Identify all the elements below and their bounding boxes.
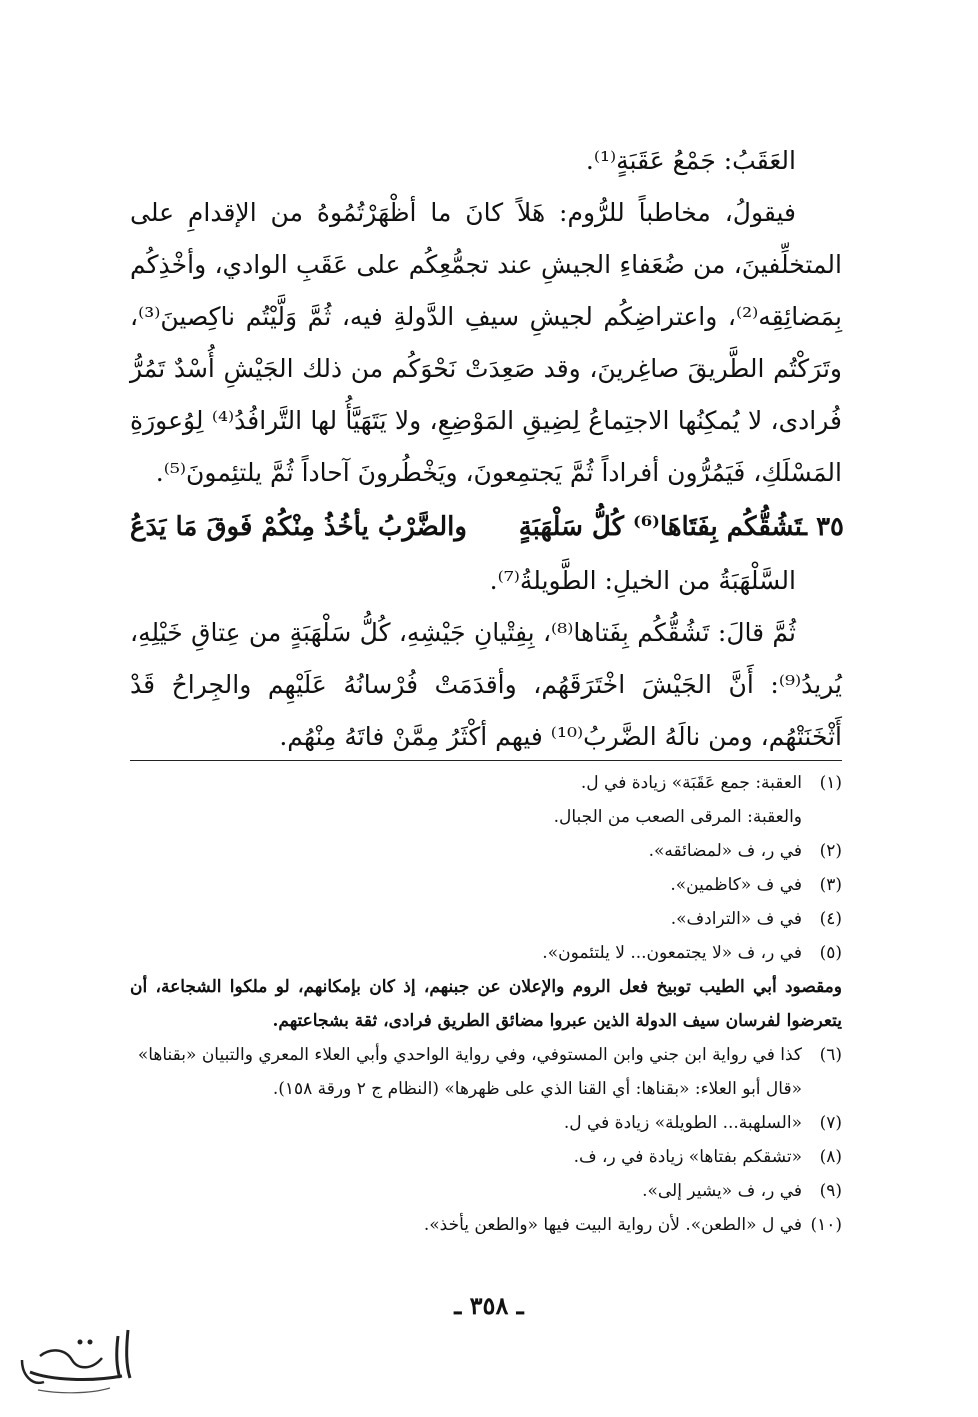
verse-line bbox=[130, 499, 842, 555]
footnote-text: في ر، ف «لمضائقه». bbox=[648, 841, 802, 861]
footnote-item bbox=[130, 1174, 842, 1208]
footnote-text: «السلهبة... الطويلة» زيادة في ل. bbox=[563, 1113, 802, 1133]
footnote-number: (٧) bbox=[819, 1113, 842, 1133]
footnote-number: (٨) bbox=[819, 1147, 842, 1167]
footnote-text: العقبة: جمع عَقَبَة» زيادة في ل. bbox=[580, 773, 802, 793]
footnote-number: (٥) bbox=[819, 943, 842, 963]
footnote-item bbox=[130, 868, 842, 902]
calligraphy-logo bbox=[10, 1320, 140, 1400]
footnote-separator bbox=[130, 760, 842, 761]
commentary-paragraph-2: ثُمَّ قالَ: تَشُقُّكُم بِفَتاها⁽⁸⁾، بِفِتْيانِ جَيْشِهِ، كُلُّ سَلْهَبَةٍ من عِتاقِ خَيْلِهِ، يُريدُ⁽⁹⁾: أَنَّ الجَيْشَ اخْتَرَقَهُم، وأقدَمَتْ فُرْسانُهُ عَلَيْهِم والجِراحُ قَدْ أَثْخَنَتْهُم، ومن نالَهُ الضَّربُ⁽¹⁰⁾ فيهم أكْثَرُ مِمَّنْ فاتَهُ مِنْهُم. bbox=[130, 618, 842, 751]
footnote-text: كذا في رواية ابن جني وابن المستوفي، وفي رواية الواحدي وأبي العلاء المعري والتبيان «بقناها» «قال أبو العلاء: «بقناها: أي القنا الذي على ظهرها» (النظام ج ٢ ورقة ١٥٨). bbox=[137, 1045, 802, 1099]
footnote-text: في ف «كاظمين». bbox=[670, 875, 802, 895]
verse-number: ٣٥ ـ bbox=[799, 512, 844, 542]
footnote-item bbox=[130, 1140, 842, 1174]
footnote-number: (١) bbox=[819, 773, 842, 793]
verse-first-hemistich: تَشُقُّكُم بِفَتَاهَا⁽⁶⁾ كُلُّ سَلْهَبَةٍ bbox=[518, 512, 802, 542]
logo-icon bbox=[10, 1320, 140, 1400]
page-number: ـ ٣٥٨ ـ bbox=[454, 1291, 524, 1320]
footnote-continuation: ومقصود أبي الطيب توبيخ فعل الروم والإعلان عن جبنهم، إذ كان بإمكانهم، لو ملكوا الشجاعة، أن يتعرضوا لفرسان سيف الدولة الذين عبروا مضائق الطريق فرادى، ثقة بشجاعتهم. bbox=[130, 977, 842, 1031]
footnote-number: (٦) bbox=[819, 1045, 842, 1065]
footnotes bbox=[130, 766, 842, 1242]
footnote-number: (٩) bbox=[819, 1181, 842, 1201]
footnote-item bbox=[130, 834, 842, 868]
footnote-continuation: والعقبة: المرقى الصعب من الجبال. bbox=[553, 807, 802, 827]
footnote-item bbox=[130, 1038, 842, 1106]
verse-second-hemistich: والضَّرْبُ يأخُذُ مِنْكُمْ فَوقَ مَا يَدَعُ bbox=[130, 512, 467, 542]
footnote-item bbox=[130, 1106, 842, 1140]
footnote-item bbox=[130, 936, 842, 970]
gloss-line-2: السَّلْهَبَةُ من الخيلِ: الطَّويلةُ⁽⁷⁾. bbox=[489, 566, 796, 595]
footnote-number: (٢) bbox=[819, 841, 842, 861]
footnote-text: في ر، ف «يشير إلى». bbox=[642, 1181, 802, 1201]
footnote-number: (٣) bbox=[819, 875, 842, 895]
footnote-text: في ل «الطعن». لأن رواية البيت فيها «والطعن يأخذ». bbox=[423, 1215, 802, 1235]
gloss-line: العَقَبُ: جَمْعُ عَقَبَةٍ⁽¹⁾. bbox=[585, 146, 796, 175]
footnote-text: في ر، ف «لا يجتمعون... لا يلتئمون». bbox=[542, 943, 802, 963]
footnote-text: «تشقكم بفتاها» زيادة في ر، ف. bbox=[573, 1147, 802, 1167]
footnote-item bbox=[130, 766, 842, 800]
commentary-paragraph-1: فيقولُ، مخاطباً للرُّوم: هَلاً كانَ ما أظْهَرْتُمُوهُ من الإقدامِ على المتخلِّفينَ، من ضُعَفاءِ الجيشِ عند تجمُّعِكُم على عَقَبِ الوادي، وأخْذِكُم بِمَضائِقِه⁽²⁾، واعتراضِكُم لجيشِ سيفِ الدَّولةِ فيه، ثُمَّ وَلَّيْتُم ناكِصينَ⁽³⁾، وتَرَكْتُم الطَّريقَ صاغِرينَ، وقد صَعِدَتْ نَحْوَكُم من ذلك الجَيْشِ أُسْدٌ تَمُرُّ فُرادى، لا يُمكِنُها الاجتِماعُ لِضِيقِ المَوْضِعِ، ولا يَتَهَيَّأُ لها التَّرافُدُ⁽⁴⁾ لِوُعورَةِ المَسْلَكِ، فَيَمُرُّون أفراداً ثُمَّ يَجتمِعونَ، ويَخْطُرونَ آحاداً ثُمَّ يلتئِمونَ⁽⁵⁾. bbox=[130, 198, 842, 487]
footnote-text: في ف «الترادف». bbox=[670, 909, 802, 929]
main-text bbox=[130, 135, 842, 763]
footnote-item bbox=[130, 1208, 842, 1242]
footnote-item bbox=[130, 902, 842, 936]
footnote-number: (٤) bbox=[819, 909, 842, 929]
footnote-number: (١٠) bbox=[810, 1215, 842, 1235]
